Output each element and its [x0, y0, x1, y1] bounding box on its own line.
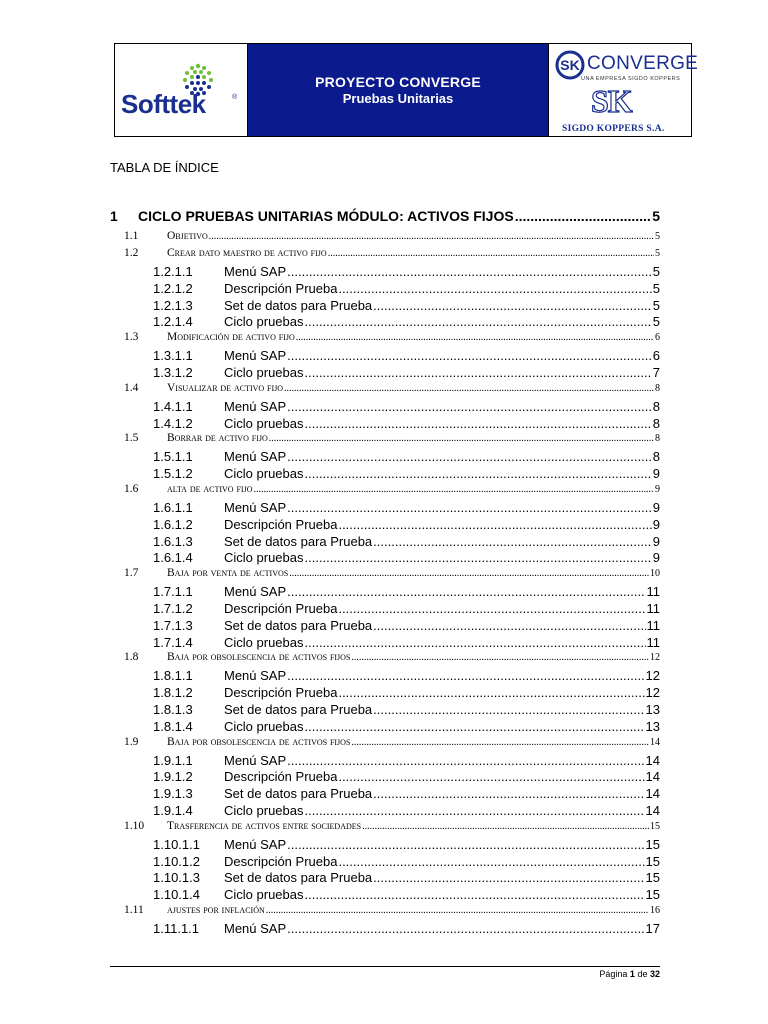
toc-entry-page: 14 — [645, 769, 660, 785]
toc-entry-page: 11 — [646, 600, 660, 616]
toc-entry-level-3[interactable] — [110, 668, 660, 685]
toc-entry-number: 1.9.1.2 — [153, 769, 193, 785]
toc-entry-title: Ciclo pruebas — [224, 718, 304, 734]
toc-entry-level-3[interactable] — [110, 719, 660, 736]
toc-entry-page: 5 — [652, 280, 660, 296]
toc-entry-title: Menú SAP — [224, 668, 287, 684]
toc-entry-level-3[interactable] — [110, 466, 660, 483]
toc-entry-level-3[interactable] — [110, 314, 660, 331]
toc-entry-page: 8 — [652, 449, 660, 465]
toc-entry-level-3[interactable] — [110, 416, 660, 433]
toc-leader-dots — [373, 298, 652, 313]
toc-entry-number: 1.8 — [124, 651, 139, 664]
toc-entry-level-3[interactable] — [110, 365, 660, 382]
project-title: PROYECTO CONVERGE — [315, 74, 481, 90]
toc-entry-number: 1.4.1.2 — [153, 415, 193, 431]
toc-entry-level-2[interactable] — [110, 483, 660, 500]
toc-entry-title: alta de activo fijo — [167, 482, 253, 495]
toc-leader-dots — [338, 601, 645, 616]
toc-entry-page: 11 — [646, 617, 660, 633]
toc-entry-title: Descripción Prueba — [224, 853, 338, 869]
toc-leader-dots — [253, 484, 654, 495]
toc-entry-level-3[interactable] — [110, 786, 660, 803]
toc-leader-dots — [351, 737, 649, 748]
toc-entry-number: 1.6.1.2 — [153, 516, 193, 532]
page-footer — [599, 969, 660, 979]
toc-leader-dots — [289, 568, 649, 579]
toc-entry-number: 1.2.1.3 — [153, 297, 193, 313]
toc-leader-dots — [287, 584, 645, 599]
toc-entry-number: 1.2.1.1 — [153, 264, 193, 279]
toc-entry-title: Set de datos para Prueba — [224, 297, 373, 313]
toc-entry-level-3[interactable] — [110, 517, 660, 534]
toc-entry-number: 1.8.1.3 — [153, 701, 193, 717]
toc-entry-page: 10 — [650, 568, 660, 580]
toc-entry-number: 1.6.1.3 — [153, 533, 193, 549]
toc-entry-page: 17 — [645, 920, 660, 936]
total-pages: 32 — [649, 969, 660, 979]
toc-entry-page: 14 — [645, 802, 660, 818]
toc-entry-number: 1.10.1.3 — [153, 870, 200, 886]
toc-entry-title: Menú SAP — [224, 449, 287, 465]
toc-entry-page: 5 — [652, 264, 660, 279]
toc-entry-page: 14 — [645, 752, 660, 768]
toc-entry-page: 15 — [645, 853, 660, 869]
toc-leader-dots — [269, 433, 654, 444]
toc-entry-title: Baja por obsolescencia de activos fijos — [167, 735, 351, 748]
toc-entry-title: Set de datos para Prueba — [224, 617, 373, 633]
toc-entry-title: Menú SAP — [224, 348, 287, 364]
table-of-contents — [110, 202, 660, 938]
toc-entry-title: Menú SAP — [224, 584, 287, 600]
sk-circle-letters: SK — [560, 57, 580, 73]
toc-leader-dots — [305, 803, 645, 818]
toc-entry-level-3[interactable] — [110, 753, 660, 770]
toc-entry-level-2[interactable] — [110, 331, 660, 348]
toc-entry-number: 1.10 — [124, 819, 145, 832]
toc-entry-page: 5 — [652, 208, 660, 224]
toc-entry-level-2[interactable] — [110, 382, 660, 399]
toc-entry-page: 15 — [645, 887, 660, 903]
toc-entry-number: 1.6.1.4 — [153, 550, 193, 566]
toc-entry-title: Ciclo pruebas — [224, 634, 304, 650]
toc-entry-title: Borrar de activo fijo — [167, 432, 268, 445]
toc-entry-title: CICLO PRUEBAS UNITARIAS MÓDULO: ACTIVOS FIJOS — [138, 208, 514, 224]
document-header — [114, 43, 699, 137]
toc-entry-page: 6 — [652, 348, 660, 364]
toc-leader-dots — [338, 685, 644, 700]
footer-divider — [110, 966, 660, 967]
toc-entry-title: ajustes por inflación — [167, 903, 265, 916]
toc-entry-number: 1.3.1.2 — [153, 364, 193, 380]
toc-entry-level-3[interactable] — [110, 298, 660, 315]
toc-leader-dots — [287, 449, 652, 464]
toc-entry-title: Menú SAP — [224, 499, 287, 515]
toc-leader-dots — [305, 365, 652, 380]
toc-entry-number: 1.6.1.1 — [153, 499, 193, 515]
toc-entry-title: Descripción Prueba — [224, 280, 338, 296]
toc-leader-dots — [287, 348, 652, 363]
toc-entry-number: 1.7.1.4 — [153, 634, 193, 650]
toc-entry-level-1[interactable] — [110, 202, 660, 230]
converge-wordmark: CONVERGE — [587, 53, 699, 74]
toc-entry-title: Menú SAP — [224, 920, 287, 936]
toc-entry-level-3[interactable] — [110, 870, 660, 887]
toc-heading: TABLA DE ÍNDICE — [110, 160, 219, 175]
toc-leader-dots — [287, 668, 644, 683]
toc-entry-title: Descripción Prueba — [224, 600, 338, 616]
registered-mark: ® — [232, 94, 238, 101]
toc-entry-number: 1.5 — [124, 432, 139, 445]
toc-entry-number: 1.4.1.1 — [153, 398, 193, 414]
toc-entry-page: 8 — [655, 382, 660, 394]
toc-entry-number: 1.6 — [124, 482, 139, 495]
toc-entry-level-3[interactable] — [110, 500, 660, 517]
toc-entry-title: Set de datos para Prueba — [224, 533, 373, 549]
softtek-wordmark: Softtek — [121, 89, 206, 119]
toc-entry-title: Ciclo pruebas — [224, 887, 304, 903]
toc-leader-dots — [373, 534, 652, 549]
toc-entry-level-2[interactable] — [110, 567, 660, 584]
toc-entry-page: 5 — [655, 248, 660, 259]
toc-leader-dots — [209, 231, 654, 242]
toc-entry-number: 1.5.1.2 — [153, 466, 193, 482]
toc-entry-number: 1.1 — [124, 230, 139, 242]
current-page: 1 — [629, 969, 635, 979]
toc-entry-number: 1.7 — [124, 567, 139, 580]
toc-entry-level-3[interactable] — [110, 854, 660, 871]
toc-entry-level-3[interactable] — [110, 887, 660, 904]
skconverge-logo — [549, 44, 699, 136]
toc-leader-dots — [287, 399, 652, 414]
toc-entry-number: 1.9.1.4 — [153, 802, 193, 818]
toc-leader-dots — [351, 652, 649, 663]
toc-leader-dots — [305, 635, 646, 650]
toc-entry-title: Objetivo — [167, 230, 208, 242]
toc-entry-number: 1.9.1.1 — [153, 752, 193, 768]
toc-entry-page: 12 — [645, 668, 660, 684]
toc-entry-page: 5 — [655, 231, 660, 242]
toc-entry-number: 1.5.1.1 — [153, 449, 193, 465]
toc-entry-level-3[interactable] — [110, 837, 660, 854]
toc-entry-number: 1.11.1.1 — [153, 920, 200, 936]
toc-entry-level-3[interactable] — [110, 550, 660, 567]
toc-entry-level-3[interactable] — [110, 449, 660, 466]
toc-entry-number: 1.8.1.2 — [153, 685, 193, 701]
toc-entry-page: 13 — [645, 701, 660, 717]
toc-entry-level-2[interactable] — [110, 247, 660, 264]
toc-entry-title: Menú SAP — [224, 264, 287, 279]
toc-entry-title: Set de datos para Prueba — [224, 701, 373, 717]
toc-entry-page: 5 — [652, 314, 660, 330]
toc-entry-title: Modificación de activo fijo — [167, 331, 295, 344]
toc-leader-dots — [305, 416, 652, 431]
toc-entry-title: Menú SAP — [224, 752, 287, 768]
toc-entry-level-2[interactable] — [110, 904, 660, 921]
toc-entry-number: 1.2 — [124, 247, 139, 259]
toc-leader-dots — [362, 821, 649, 832]
toc-entry-number: 1.2.1.2 — [153, 280, 193, 296]
toc-entry-number: 1.8.1.4 — [153, 718, 193, 734]
toc-entry-title: Visualizar de activo fijo — [167, 381, 284, 394]
toc-entry-title: Trasferencia de activos entre sociedades — [167, 819, 362, 832]
toc-entry-page: 11 — [646, 584, 660, 600]
toc-entry-number: 1 — [110, 208, 118, 224]
toc-entry-level-3[interactable] — [110, 702, 660, 719]
toc-entry-level-3[interactable] — [110, 534, 660, 551]
toc-leader-dots — [373, 870, 644, 885]
toc-entry-page: 15 — [650, 820, 660, 832]
toc-entry-number: 1.10.1.1 — [153, 836, 200, 852]
toc-entry-number: 1.7.1.2 — [153, 600, 193, 616]
toc-leader-dots — [305, 466, 652, 481]
toc-leader-dots — [305, 719, 645, 734]
toc-entry-level-3[interactable] — [110, 921, 660, 938]
toc-entry-page: 11 — [646, 634, 660, 650]
toc-entry-title: Menú SAP — [224, 836, 287, 852]
toc-entry-page: 15 — [645, 836, 660, 852]
toc-entry-level-2[interactable] — [110, 651, 660, 668]
toc-entry-level-2[interactable] — [110, 736, 660, 753]
toc-entry-title: Ciclo pruebas — [224, 466, 304, 482]
toc-entry-number: 1.3.1.1 — [153, 348, 193, 364]
toc-entry-number: 1.11 — [124, 903, 144, 916]
toc-entry-page: 7 — [652, 364, 660, 380]
toc-leader-dots — [287, 500, 652, 515]
toc-entry-title: Crear dato maestro de activo fijo — [167, 247, 327, 259]
toc-entry-level-2[interactable] — [110, 432, 660, 449]
page-label: Página — [599, 969, 628, 979]
toc-entry-page: 9 — [652, 550, 660, 566]
toc-entry-page: 8 — [655, 433, 660, 445]
toc-entry-page: 6 — [655, 332, 660, 344]
toc-entry-title: Set de datos para Prueba — [224, 870, 373, 886]
toc-leader-dots — [284, 383, 654, 394]
toc-leader-dots — [373, 702, 644, 717]
softtek-logo — [115, 44, 248, 136]
toc-entry-number: 1.10.1.2 — [153, 853, 200, 869]
toc-leader-dots — [328, 248, 654, 259]
toc-entry-number: 1.9.1.3 — [153, 786, 193, 802]
toc-entry-level-3[interactable] — [110, 399, 660, 416]
toc-entry-title: Descripción Prueba — [224, 685, 338, 701]
toc-leader-dots — [287, 837, 644, 852]
toc-leader-dots — [338, 517, 651, 532]
toc-entry-title: Descripción Prueba — [224, 769, 338, 785]
toc-entry-page: 9 — [652, 533, 660, 549]
of-label: de — [637, 969, 648, 979]
toc-entry-level-3[interactable] — [110, 584, 660, 601]
toc-leader-dots — [287, 753, 644, 768]
toc-leader-dots — [373, 618, 645, 633]
toc-entry-page: 8 — [652, 398, 660, 414]
toc-leader-dots — [515, 208, 652, 224]
toc-leader-dots — [338, 854, 644, 869]
toc-entry-number: 1.9 — [124, 735, 139, 748]
header-title-block — [248, 44, 549, 136]
toc-entry-page: 16 — [650, 904, 660, 916]
toc-leader-dots — [338, 769, 644, 784]
sigdo-koppers-name: SIGDO KOPPERS S.A. — [562, 124, 665, 134]
toc-entry-number: 1.4 — [124, 381, 139, 394]
toc-entry-level-3[interactable] — [110, 635, 660, 652]
toc-leader-dots — [373, 786, 644, 801]
toc-entry-title: Ciclo pruebas — [224, 314, 304, 330]
toc-entry-level-3[interactable] — [110, 769, 660, 786]
toc-entry-page: 12 — [650, 652, 660, 664]
toc-leader-dots — [305, 314, 652, 329]
toc-entry-level-3[interactable] — [110, 264, 660, 281]
toc-entry-page: 13 — [645, 718, 660, 734]
toc-entry-number: 1.7.1.3 — [153, 617, 193, 633]
toc-entry-page: 12 — [645, 685, 660, 701]
toc-entry-level-3[interactable] — [110, 618, 660, 635]
toc-entry-title: Baja por venta de activos — [167, 567, 289, 580]
toc-entry-page: 15 — [645, 870, 660, 886]
toc-entry-number: 1.8.1.1 — [153, 668, 193, 684]
toc-entry-title: Ciclo pruebas — [224, 802, 304, 818]
toc-entry-number: 1.10.1.4 — [153, 887, 200, 903]
toc-entry-page: 9 — [655, 483, 660, 495]
toc-entry-level-3[interactable] — [110, 803, 660, 820]
toc-entry-page: 9 — [652, 499, 660, 515]
toc-leader-dots — [296, 332, 654, 343]
sk-monogram: SK — [591, 83, 632, 119]
toc-entry-title: Baja por obsolescencia de activos fijos — [167, 651, 351, 664]
toc-entry-level-3[interactable] — [110, 601, 660, 618]
toc-leader-dots — [305, 550, 652, 565]
toc-entry-page: 9 — [652, 466, 660, 482]
toc-entry-title: Set de datos para Prueba — [224, 786, 373, 802]
toc-entry-title: Ciclo pruebas — [224, 415, 304, 431]
toc-leader-dots — [287, 921, 644, 936]
toc-entry-level-3[interactable] — [110, 685, 660, 702]
toc-leader-dots — [287, 264, 652, 279]
toc-entry-level-2[interactable] — [110, 230, 660, 247]
toc-entry-page: 14 — [645, 786, 660, 802]
toc-entry-title: Descripción Prueba — [224, 516, 338, 532]
toc-leader-dots — [305, 887, 645, 902]
toc-entry-title: Ciclo pruebas — [224, 550, 304, 566]
toc-entry-number: 1.3 — [124, 331, 139, 344]
logo-tagline: UNA EMPRESA SIGDO KOPPERS — [581, 76, 681, 82]
toc-entry-level-3[interactable] — [110, 281, 660, 298]
toc-entry-number: 1.7.1.1 — [153, 584, 193, 600]
toc-entry-title: Menú SAP — [224, 398, 287, 414]
toc-entry-page: 14 — [650, 736, 660, 748]
toc-entry-level-2[interactable] — [110, 820, 660, 837]
toc-entry-level-3[interactable] — [110, 348, 660, 365]
toc-entry-number: 1.2.1.4 — [153, 314, 193, 330]
project-subtitle: Pruebas Unitarias — [342, 91, 454, 106]
toc-entry-page: 9 — [652, 516, 660, 532]
toc-leader-dots — [266, 905, 649, 916]
toc-entry-page: 5 — [652, 297, 660, 313]
toc-entry-page: 8 — [652, 415, 660, 431]
toc-leader-dots — [338, 281, 651, 296]
toc-entry-title: Ciclo pruebas — [224, 364, 304, 380]
